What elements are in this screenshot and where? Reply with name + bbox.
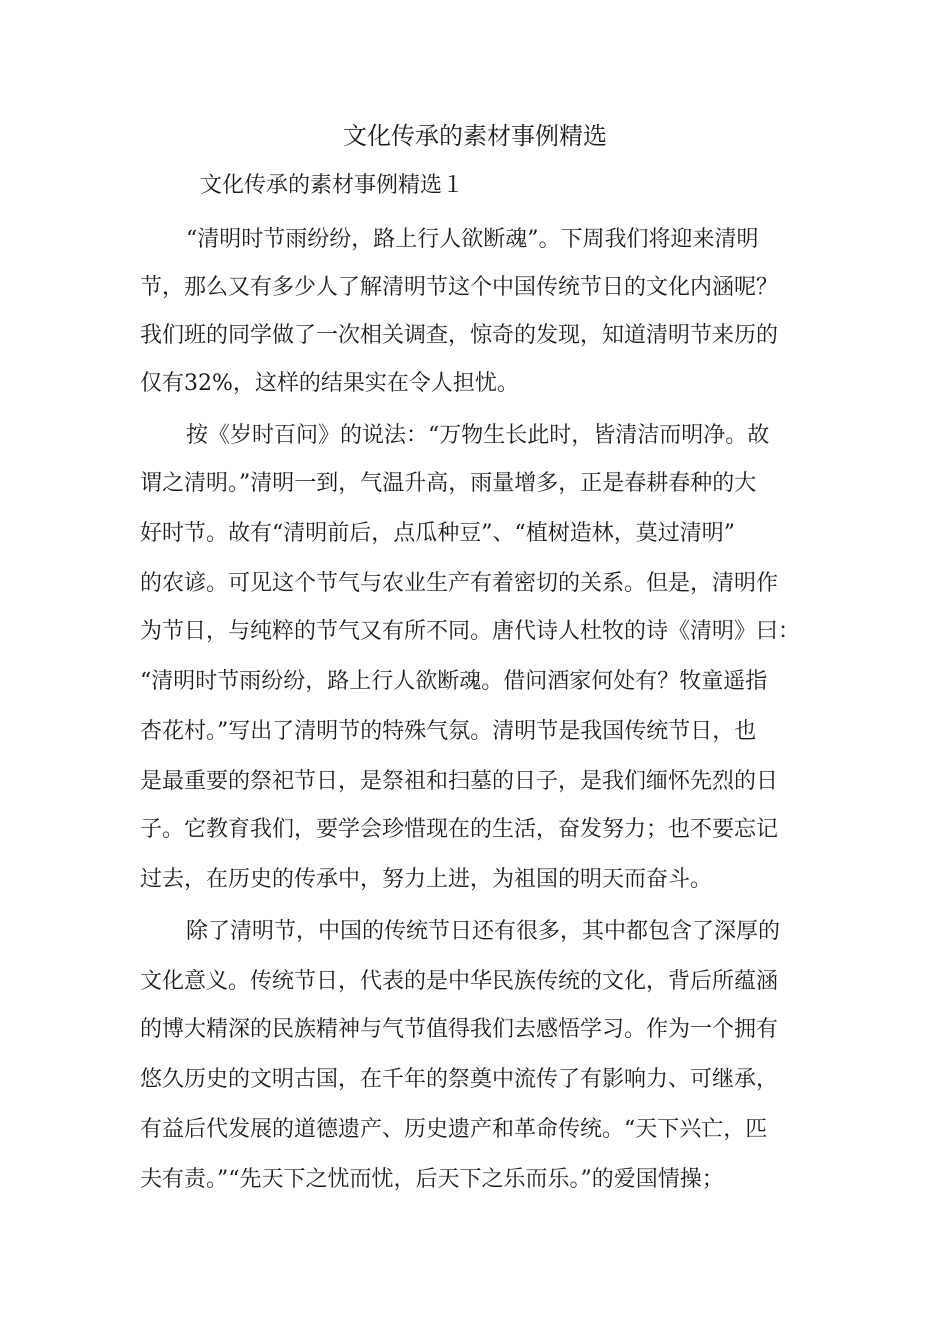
paragraph-line: “清明时节雨纷纷，路上行人欲断魂”。下周我们将迎来清明: [186, 227, 759, 252]
paragraph-line: “清明时节雨纷纷，路上行人欲断魂。借问酒家何处有？牧童遥指: [140, 669, 768, 694]
paragraph-line: 是最重要的祭祀节日，是祭祖和扫墓的日子，是我们缅怀先烈的日: [140, 769, 779, 794]
paragraph-line: 的博大精深的民族精神与气节值得我们去感悟学习。作为一个拥有: [140, 1017, 779, 1042]
paragraph-line: 好时节。故有“清明前后，点瓜种豆”、“植树造林，莫过清明”: [140, 521, 735, 546]
paragraph-line: 夫有责。”“先天下之忧而忧，后天下之乐而乐。”的爱国情操；: [140, 1167, 724, 1192]
paragraph-line: 的农谚。可见这个节气与农业生产有着密切的关系。但是，清明作: [140, 571, 779, 596]
paragraph-line: 悠久历史的文明古国，在千年的祭奠中流传了有影响力、可继承，: [140, 1067, 779, 1092]
paragraph-line: 为节日，与纯粹的节气又有所不同。唐代诗人杜牧的诗《清明》曰：: [140, 619, 801, 644]
paragraph-line: 除了清明节，中国的传统节日还有很多，其中都包含了深厚的: [186, 919, 781, 944]
paragraph-line: 过去，在历史的传承中，努力上进，为祖国的明天而奋斗。: [140, 867, 713, 892]
document-title: 文化传承的素材事例精选: [343, 122, 607, 150]
paragraph-line: 谓之清明。”清明一到，气温升高，雨量增多，正是春耕春种的大: [140, 471, 757, 496]
paragraph-line: 按《岁时百问》的说法：“万物生长此时，皆清洁而明净。故: [186, 423, 770, 448]
paragraph-line: 节，那么又有多少人了解清明节这个中国传统节日的文化内涵呢？: [140, 275, 779, 300]
paragraph-line: 我们班的同学做了一次相关调查，惊奇的发现，知道清明节来历的: [140, 323, 779, 348]
paragraph-line: 文化意义。传统节日，代表的是中华民族传统的文化，背后所蕴涵: [140, 969, 779, 994]
section-heading: 文化传承的素材事例精选１: [200, 173, 465, 198]
paragraph-line: 有益后代发展的道德遗产、历史遗产和革命传统。“天下兴亡，匹: [140, 1117, 768, 1142]
paragraph-line: 子。它教育我们，要学会珍惜现在的生活，奋发努力；也不要忘记: [140, 817, 779, 842]
paragraph-line: 杏花村。”写出了清明节的特殊气氛。清明节是我国传统节日，也: [140, 719, 757, 744]
paragraph-line: 仅有32%，这样的结果实在令人担忧。: [140, 371, 519, 396]
